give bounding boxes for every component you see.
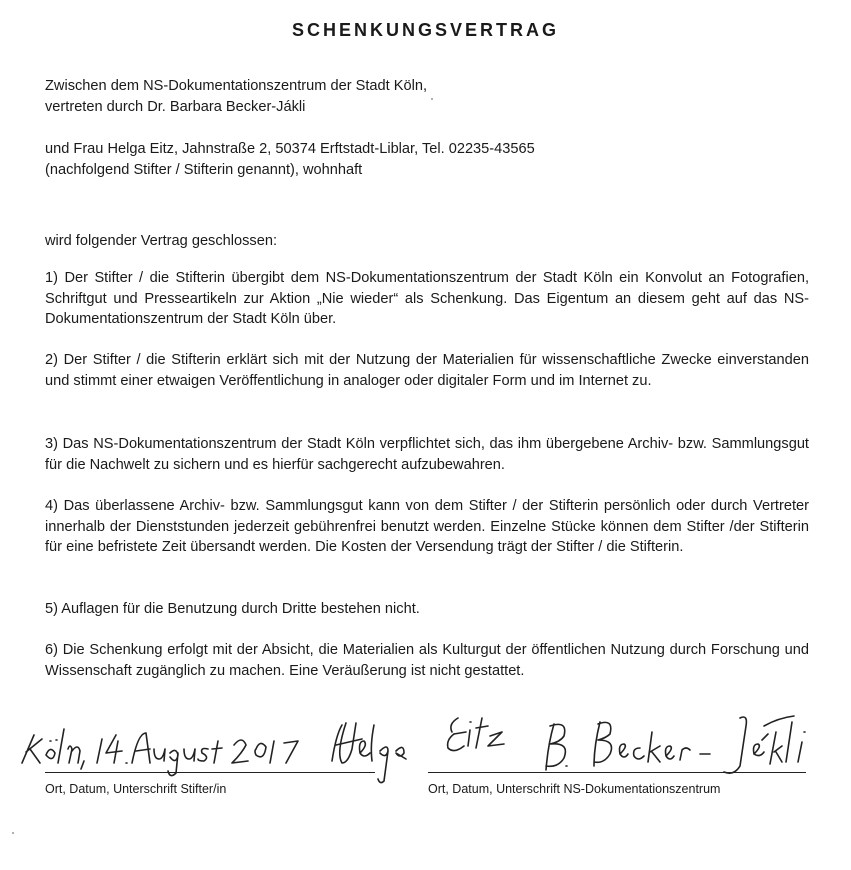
scan-speck bbox=[431, 98, 433, 100]
parties-line-1: Zwischen dem NS-Dokumentationszentrum der Stadt Köln, bbox=[45, 78, 428, 94]
clause-4: 4) Das überlassene Archiv- bzw. Sammlungsgut kann von dem Stifter / der Stifterin persönlich oder durch Vertreter innerhalb der Dienststunden jederzeit gebührenfrei benutzt werden. Einzelne Stücke können dem Stifter /der Stifterin für eine befristete Zeit übersandt werden. Die Kosten der Versendung trägt der Stifter / die Stifterin. bbox=[45, 498, 809, 555]
parties-line-3: und Frau Helga Eitz, Jahnstraße 2, 50374 Erftstadt-Liblar, Tel. 02235-43565 bbox=[45, 141, 535, 157]
signature-line-donor bbox=[45, 772, 375, 773]
clause-6: 6) Die Schenkung erfolgt mit der Absicht, die Materialien als Kulturgut der öffentlichen Nutzung durch Forschung und Wissenschaft zugänglich zu machen. Eine Veräußerung ist nicht gestattet. bbox=[45, 642, 809, 679]
signature-label-donor: Ort, Datum, Unterschrift Stifter/in bbox=[45, 782, 227, 796]
signature-label-documentation-center: Ort, Datum, Unterschrift NS-Dokumentationszentrum bbox=[428, 782, 721, 796]
handwritten-signature-donor bbox=[12, 705, 432, 785]
signature-line-documentation-center bbox=[428, 772, 806, 773]
clause-2: 2) Der Stifter / die Stifterin erklärt sich mit der Nutzung der Materialien für wissenschaftliche Zwecke einverstanden und stimmt einer etwaigen Veröffentlichung in analoger oder digitaler Form und im Internet zu. bbox=[45, 352, 809, 389]
parties-line-4: (nachfolgend Stifter / Stifterin genannt), wohnhaft bbox=[45, 162, 363, 178]
clause-1: 1) Der Stifter / die Stifterin übergibt dem NS-Dokumentationszentrum der Stadt Köln ein Konvolut an Fotografien, Schriftgut und Presseartikeln zur Aktion „Nie wieder“ als Schenkung. Das Eigentum an diesem geht auf das NS-Dokumentationszentrum der Stadt Köln über. bbox=[45, 270, 809, 327]
page-title: SCHENKUNGSVERTRAG bbox=[291, 20, 560, 40]
clause-5: 5) Auflagen für die Benutzung durch Dritte bestehen nicht. bbox=[45, 601, 420, 617]
scan-speck bbox=[12, 832, 14, 834]
handwritten-signature-documentation-center bbox=[540, 708, 810, 788]
parties-line-2: vertreten durch Dr. Barbara Becker-Jákli bbox=[45, 99, 306, 115]
clause-3: 3) Das NS-Dokumentationszentrum der Stadt Köln verpflichtet sich, das ihm übergebene Archiv- bzw. Sammlungsgut für die Nachwelt zu sichern und es hierfür sachgerecht aufzubewahren. bbox=[45, 436, 809, 473]
contract-intro: wird folgender Vertrag geschlossen: bbox=[45, 233, 278, 249]
handwritten-signature-donor-surname bbox=[440, 710, 520, 770]
